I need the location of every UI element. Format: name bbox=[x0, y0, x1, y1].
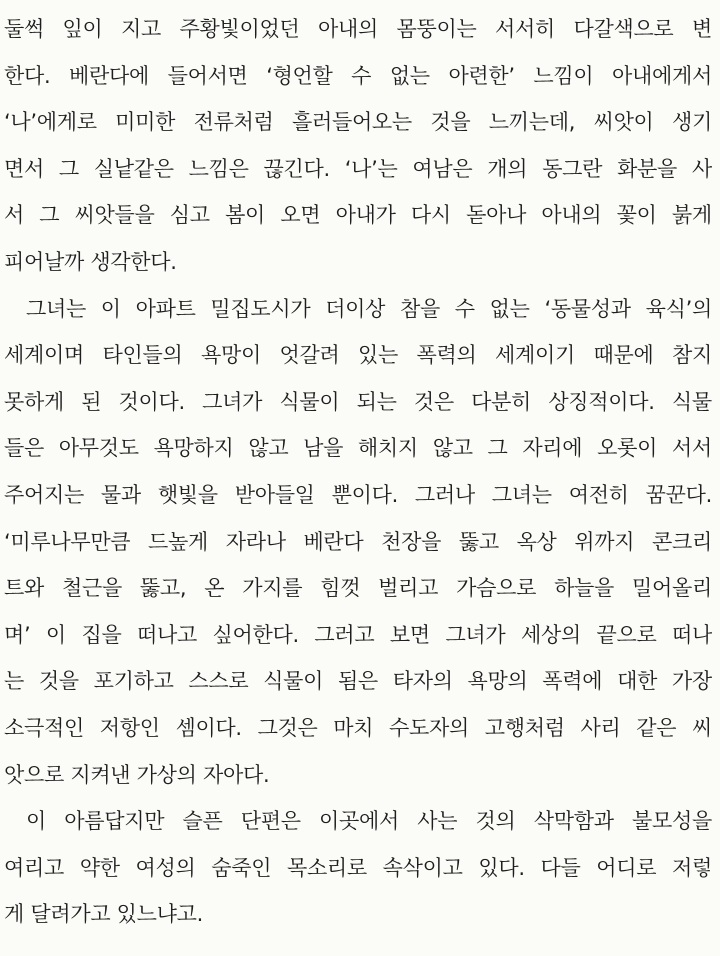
word: 그녀가 bbox=[202, 389, 263, 414]
word: 뚫고 bbox=[458, 529, 499, 554]
word: 여리고 bbox=[4, 855, 64, 880]
word: 됨은 bbox=[337, 669, 378, 694]
word: 씨 bbox=[691, 715, 712, 740]
word: 뚫고, bbox=[139, 576, 187, 601]
word: 포기하고 bbox=[93, 669, 174, 694]
word: 목소리로 bbox=[286, 855, 367, 880]
word: 않고 bbox=[248, 436, 289, 461]
word: 벌리고 bbox=[378, 576, 439, 601]
word: 식물이 bbox=[279, 389, 340, 414]
word: 삭막함과 bbox=[533, 809, 614, 834]
word: 아내가 bbox=[335, 203, 396, 228]
word: 받아들일 bbox=[234, 482, 315, 507]
word: 위까지 bbox=[574, 529, 635, 554]
word: 는 bbox=[4, 669, 24, 694]
word: 스스로 bbox=[188, 669, 249, 694]
paragraph bbox=[4, 798, 712, 938]
word: 꿈꾼다. bbox=[645, 482, 712, 507]
word: 그녀는 bbox=[491, 482, 552, 507]
word: 봄이 bbox=[225, 203, 266, 228]
word: 슬픈 bbox=[182, 809, 223, 834]
word: 느끼는데, bbox=[488, 110, 576, 135]
word: 온 bbox=[204, 576, 225, 601]
word: 실낱같은 bbox=[93, 156, 174, 181]
word: 주어지는 bbox=[4, 482, 84, 507]
word: 지고 bbox=[121, 17, 162, 41]
word: 돋아나 bbox=[466, 203, 527, 228]
text-line bbox=[4, 798, 712, 845]
word: 끊긴다. bbox=[263, 156, 330, 181]
word: 속삭이고 bbox=[382, 855, 463, 880]
word: 않고 bbox=[432, 436, 473, 461]
word: 것을 bbox=[38, 669, 79, 694]
word: 때문에 bbox=[593, 343, 654, 368]
word: 떠나고 bbox=[137, 622, 197, 647]
word: 그것은 bbox=[257, 715, 318, 740]
word: 드높게 bbox=[148, 529, 208, 554]
word: 것의 bbox=[475, 809, 516, 834]
word: ‘나’는 bbox=[344, 156, 398, 181]
word: 며’ bbox=[4, 622, 31, 647]
word: 그녀는 bbox=[26, 296, 86, 321]
word: 더이상 bbox=[325, 296, 386, 321]
word: 못하게 bbox=[4, 389, 64, 414]
word: 마치 bbox=[333, 715, 374, 740]
word: 개의 bbox=[487, 156, 528, 181]
paragraph bbox=[4, 286, 712, 799]
word: 둘썩 bbox=[4, 17, 44, 41]
word: 느낌은 bbox=[188, 156, 249, 181]
word: ‘나’에게로 bbox=[4, 110, 97, 135]
word: 이 bbox=[100, 296, 121, 321]
word: 단편은 bbox=[240, 809, 301, 834]
word: 이곳에서 bbox=[319, 809, 399, 834]
word: 타자의 bbox=[392, 669, 453, 694]
text-line bbox=[4, 565, 712, 612]
word: 천장을 bbox=[381, 529, 442, 554]
word: 다갈색으로 bbox=[573, 17, 674, 41]
word: 서서히 bbox=[494, 17, 555, 41]
word: 사는 bbox=[417, 809, 458, 834]
word: 엇갈려 bbox=[279, 343, 340, 368]
word: 그러고 bbox=[314, 622, 375, 647]
word: ‘미루나무만큼 bbox=[4, 529, 131, 554]
word: ‘형언할 bbox=[266, 63, 333, 88]
text-line: 게 달려가고 있느냐고. bbox=[4, 902, 203, 927]
word: 불모성을 bbox=[632, 809, 712, 834]
word: 보면 bbox=[389, 622, 430, 647]
word: 그 bbox=[487, 436, 508, 461]
word: 고행처럼 bbox=[484, 715, 565, 740]
word: 꽃이 bbox=[616, 203, 657, 228]
word: 아름답지만 bbox=[64, 809, 165, 834]
text-line bbox=[4, 99, 712, 146]
word: 잎이 bbox=[62, 17, 103, 41]
word: 사 bbox=[691, 156, 712, 181]
text-line: 피어날까 생각한다. bbox=[4, 249, 177, 274]
word: 미미한 bbox=[115, 110, 176, 135]
word: 욕망이 bbox=[200, 343, 261, 368]
word: 식물 bbox=[671, 389, 712, 414]
word: 다들 bbox=[540, 855, 581, 880]
word: 저렇 bbox=[672, 855, 712, 880]
text-line bbox=[4, 425, 712, 472]
word: 참을 bbox=[399, 296, 440, 321]
word: 가슴으로 bbox=[456, 576, 537, 601]
word: 식물이 bbox=[263, 669, 324, 694]
word: 그 bbox=[39, 203, 60, 228]
word: 햇빛을 bbox=[157, 482, 218, 507]
word: 것을 bbox=[430, 110, 471, 135]
word: 저항인 bbox=[99, 715, 160, 740]
text-line bbox=[4, 705, 712, 752]
word: 전류처럼 bbox=[193, 110, 274, 135]
word: 소극적인 bbox=[4, 715, 84, 740]
word: 된 bbox=[81, 389, 102, 414]
word: 세계이기 bbox=[494, 343, 575, 368]
text-line bbox=[4, 472, 712, 519]
word: 참지 bbox=[671, 343, 712, 368]
word: 세계이며 bbox=[4, 343, 84, 368]
word: 수 bbox=[351, 63, 372, 88]
word: 씨앗이 bbox=[593, 110, 654, 135]
word: 서서 bbox=[671, 436, 712, 461]
text-line: 앗으로 지켜낸 가상의 자아다. bbox=[4, 762, 270, 787]
word: 동그란 bbox=[542, 156, 603, 181]
word: 다시 bbox=[410, 203, 451, 228]
word: 되는 bbox=[356, 389, 397, 414]
word: 없는 bbox=[389, 63, 430, 88]
word: 수도자의 bbox=[389, 715, 469, 740]
word: 힘껏 bbox=[320, 576, 361, 601]
text-line bbox=[4, 379, 712, 426]
word: 해치지 bbox=[357, 436, 418, 461]
word: 자리에 bbox=[522, 436, 583, 461]
word: 여전히 bbox=[568, 482, 629, 507]
word: 붉게 bbox=[671, 203, 712, 228]
word: 심고 bbox=[169, 203, 210, 228]
word: 집을 bbox=[81, 622, 122, 647]
word: 상징적이다. bbox=[548, 389, 655, 414]
word: 아내의 bbox=[541, 203, 602, 228]
word: 것은 bbox=[413, 389, 454, 414]
word: 것이다. bbox=[118, 389, 185, 414]
word: 아내의 bbox=[318, 17, 378, 41]
word: 생기 bbox=[672, 110, 712, 135]
word: 옥상 bbox=[516, 529, 557, 554]
text-line bbox=[4, 845, 712, 892]
word: 변 bbox=[691, 17, 712, 41]
word: ‘동물성과 bbox=[544, 296, 631, 321]
word: 싶어한다. bbox=[212, 622, 299, 647]
text-line bbox=[4, 332, 712, 379]
word: 물과 bbox=[100, 482, 141, 507]
word: 숨죽인 bbox=[211, 855, 272, 880]
text-line bbox=[4, 146, 712, 193]
word: 남을 bbox=[303, 436, 344, 461]
word: 들어서면 bbox=[167, 63, 248, 88]
paragraph bbox=[4, 6, 712, 286]
word: 끝으로 bbox=[596, 622, 657, 647]
word: 하늘을 bbox=[554, 576, 615, 601]
text-line bbox=[4, 519, 712, 566]
word: 욕망하지 bbox=[153, 436, 234, 461]
word: 콘크리 bbox=[651, 529, 712, 554]
word: 욕망의 bbox=[467, 669, 528, 694]
word: 베란다 bbox=[303, 529, 364, 554]
word: 면서 bbox=[4, 156, 44, 181]
word: 여남은 bbox=[412, 156, 473, 181]
word: 있다. bbox=[478, 855, 525, 880]
word: 타인들의 bbox=[102, 343, 183, 368]
word: 그러나 bbox=[414, 482, 475, 507]
word: 한다. bbox=[4, 63, 51, 88]
word: 셈이다. bbox=[175, 715, 242, 740]
text-line bbox=[4, 612, 712, 659]
word: 이 bbox=[45, 622, 66, 647]
word: 트와 bbox=[4, 576, 44, 601]
word: 수 bbox=[454, 296, 475, 321]
text-line bbox=[4, 192, 712, 239]
word: 육식’의 bbox=[645, 296, 712, 321]
word: 밀어올리 bbox=[632, 576, 712, 601]
word: 서 bbox=[4, 203, 24, 228]
word: 같은 bbox=[636, 715, 677, 740]
word: 어디로 bbox=[596, 855, 657, 880]
word: 철근을 bbox=[61, 576, 122, 601]
word: 아파트 bbox=[135, 296, 196, 321]
word: 폭력의 bbox=[416, 343, 477, 368]
word: 약한 bbox=[79, 855, 120, 880]
word: 대한 bbox=[617, 669, 658, 694]
text-line bbox=[4, 286, 712, 333]
word: 뿐이다. bbox=[331, 482, 398, 507]
word: 아무것도 bbox=[58, 436, 139, 461]
word: 오롯이 bbox=[597, 436, 658, 461]
word: 주황빛이었던 bbox=[179, 17, 300, 41]
word: 씨앗들을 bbox=[74, 203, 155, 228]
word: 아내에게서 bbox=[612, 63, 712, 88]
word: 없는 bbox=[489, 296, 530, 321]
word: 몸뚱이는 bbox=[396, 17, 477, 41]
word: 폭력에 bbox=[542, 669, 603, 694]
word: 화분을 bbox=[617, 156, 678, 181]
word: 다분히 bbox=[471, 389, 532, 414]
word: 사리 bbox=[580, 715, 621, 740]
word: 아련한’ bbox=[448, 63, 515, 88]
word: 그녀가 bbox=[445, 622, 506, 647]
word: 들은 bbox=[4, 436, 44, 461]
text-line bbox=[4, 6, 712, 53]
word: 이 bbox=[26, 809, 46, 834]
word: 베란다에 bbox=[69, 63, 149, 88]
word: 있는 bbox=[357, 343, 398, 368]
word: 여성의 bbox=[135, 855, 196, 880]
word: 세상의 bbox=[520, 622, 581, 647]
word: 떠나 bbox=[671, 622, 712, 647]
word: 자라나 bbox=[225, 529, 286, 554]
word: 가장 bbox=[671, 669, 712, 694]
word: 가지를 bbox=[242, 576, 303, 601]
text-line bbox=[4, 53, 712, 100]
word: 느낌이 bbox=[533, 63, 594, 88]
word: 오면 bbox=[280, 203, 321, 228]
word: 흘러들어오는 bbox=[291, 110, 412, 135]
text-line bbox=[4, 658, 712, 705]
word: 그 bbox=[58, 156, 79, 181]
word: 밀집도시가 bbox=[210, 296, 311, 321]
